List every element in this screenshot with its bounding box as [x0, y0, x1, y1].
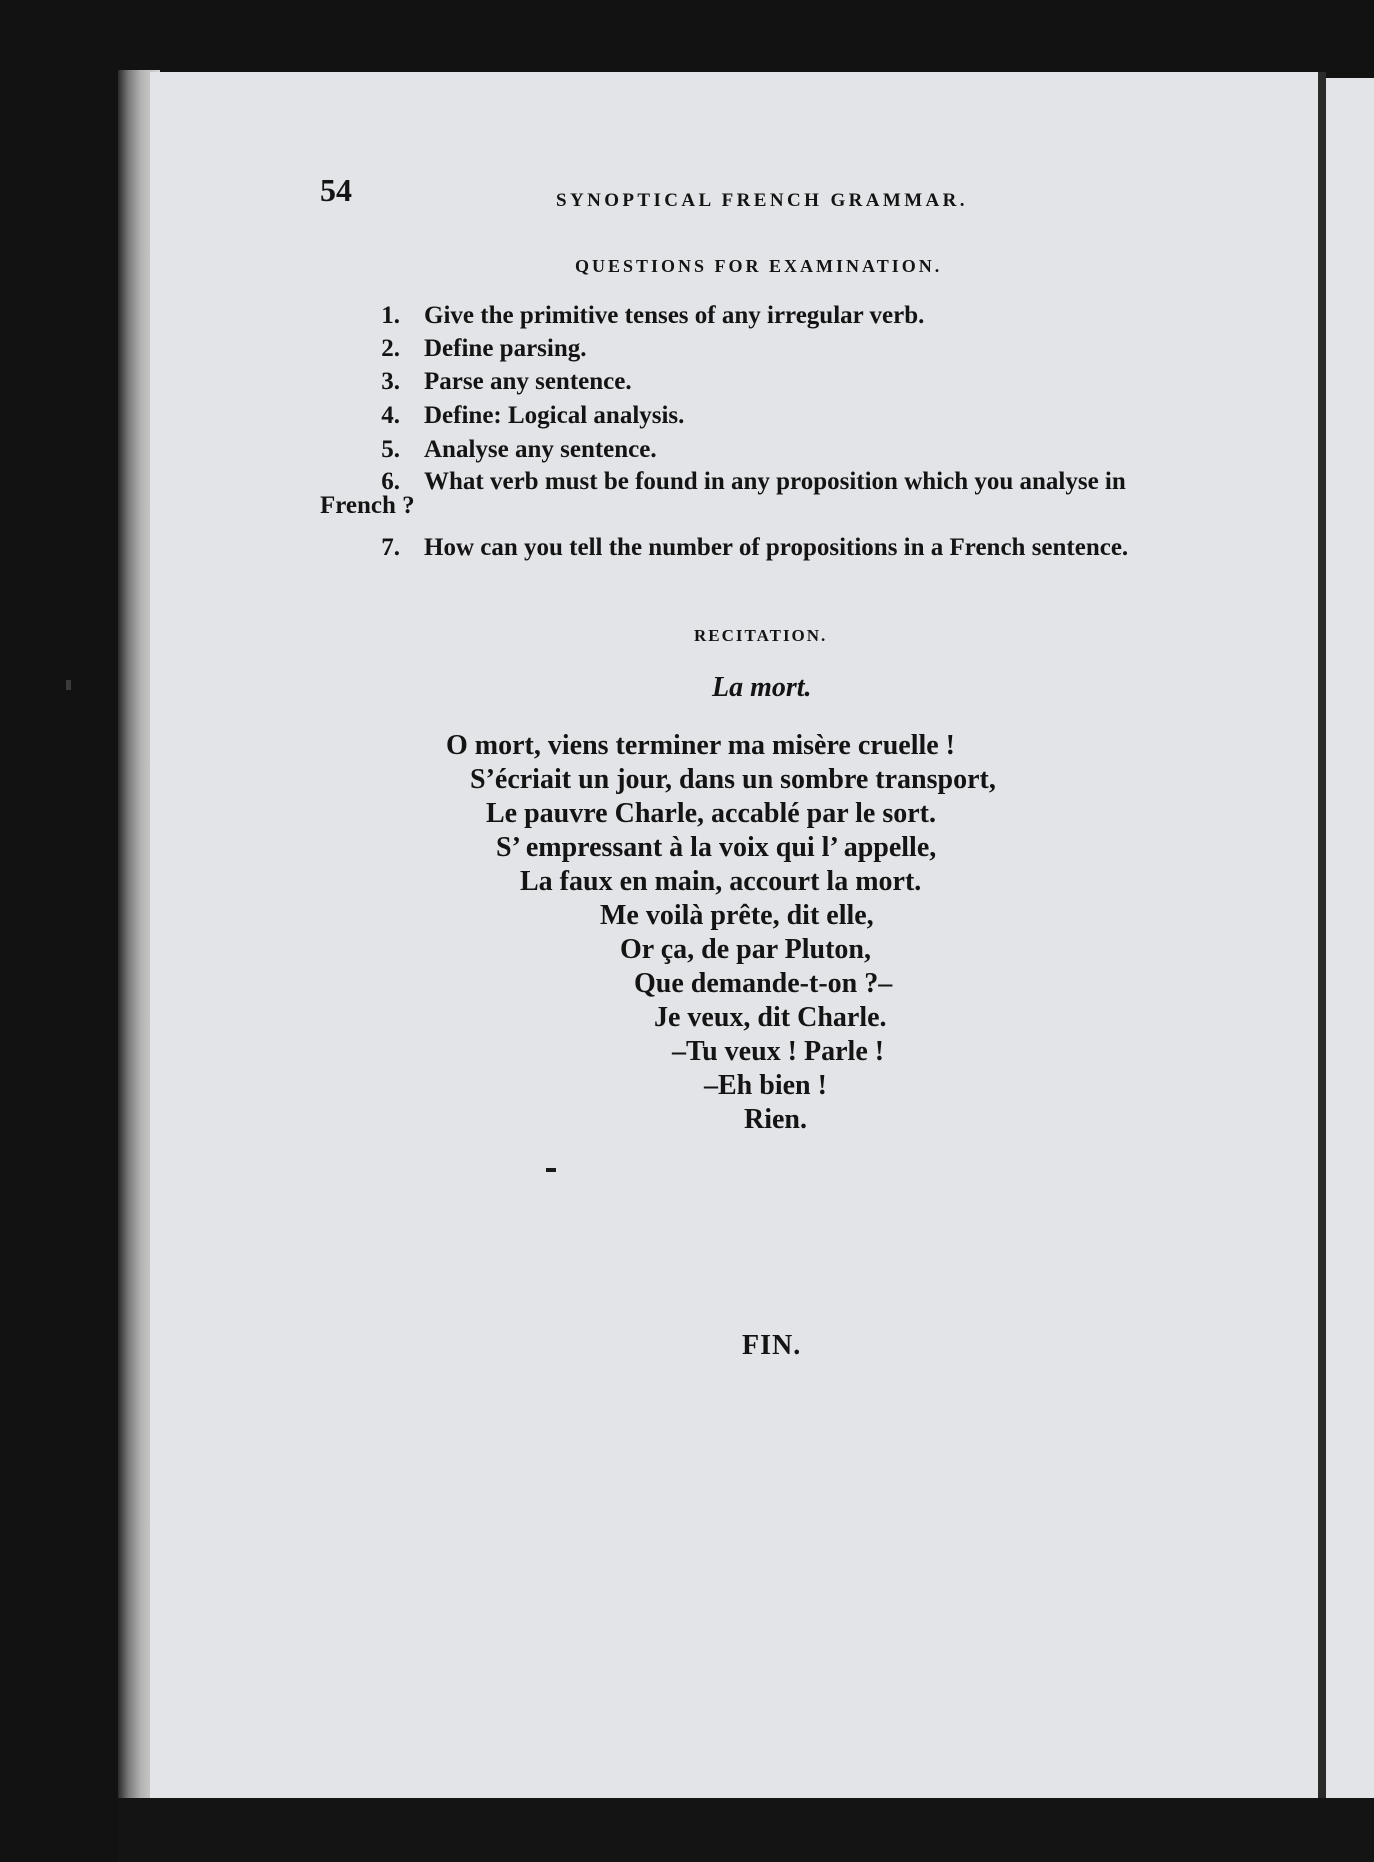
recitation-heading: RECITATION. — [694, 626, 828, 645]
page-number: 54 — [320, 172, 352, 208]
poem-line: Or ça, de par Pluton, — [620, 934, 871, 965]
poem-title: La mort. — [712, 672, 812, 703]
ink-speck — [546, 1168, 556, 1172]
poem-line: –Tu veux ! Parle ! — [672, 1036, 885, 1067]
poem-line: S’ empressant à la voix qui l’ appelle, — [496, 832, 937, 863]
question-continuation: French ? — [320, 492, 415, 519]
poem-line: Me voilà prête, dit elle, — [600, 900, 874, 931]
question-item: 2. Define parsing. — [381, 335, 587, 362]
poem-line: Le pauvre Charle, accablé par le sort. — [486, 798, 937, 829]
poem-line: Que demande-t-on ?– — [634, 968, 893, 999]
running-head: SYNOPTICAL FRENCH GRAMMAR. — [556, 190, 968, 211]
questions-heading: QUESTIONS FOR EXAMINATION. — [575, 256, 943, 276]
scan-border — [118, 1798, 1374, 1862]
poem-line: Rien. — [744, 1104, 807, 1135]
page-edge — [1318, 72, 1326, 1798]
poem-line: –Eh bien ! — [704, 1070, 827, 1101]
question-item: 6. What verb must be found in any proposition which you analyse in — [381, 468, 1126, 495]
question-item: 3. Parse any sentence. — [381, 368, 632, 395]
facing-page-strip — [1326, 78, 1374, 1798]
ink-speck — [66, 680, 71, 690]
poem-line: Je veux, dit Charle. — [654, 1002, 887, 1033]
question-item: 5. Analyse any sentence. — [381, 436, 657, 463]
poem-line: O mort, viens terminer ma misère cruelle ! — [446, 730, 956, 761]
poem-line: La faux en main, accourt la mort. — [520, 866, 922, 897]
question-item: 7. How can you tell the number of propositions in a French sentence. — [381, 534, 1129, 561]
question-item: 1. Give the primitive tenses of any irregular verb. — [381, 302, 925, 329]
poem-line: S’écriait un jour, dans un sombre transport, — [470, 764, 996, 795]
closing-text: FIN. — [742, 1330, 802, 1361]
question-item: 4. Define: Logical analysis. — [381, 402, 685, 429]
